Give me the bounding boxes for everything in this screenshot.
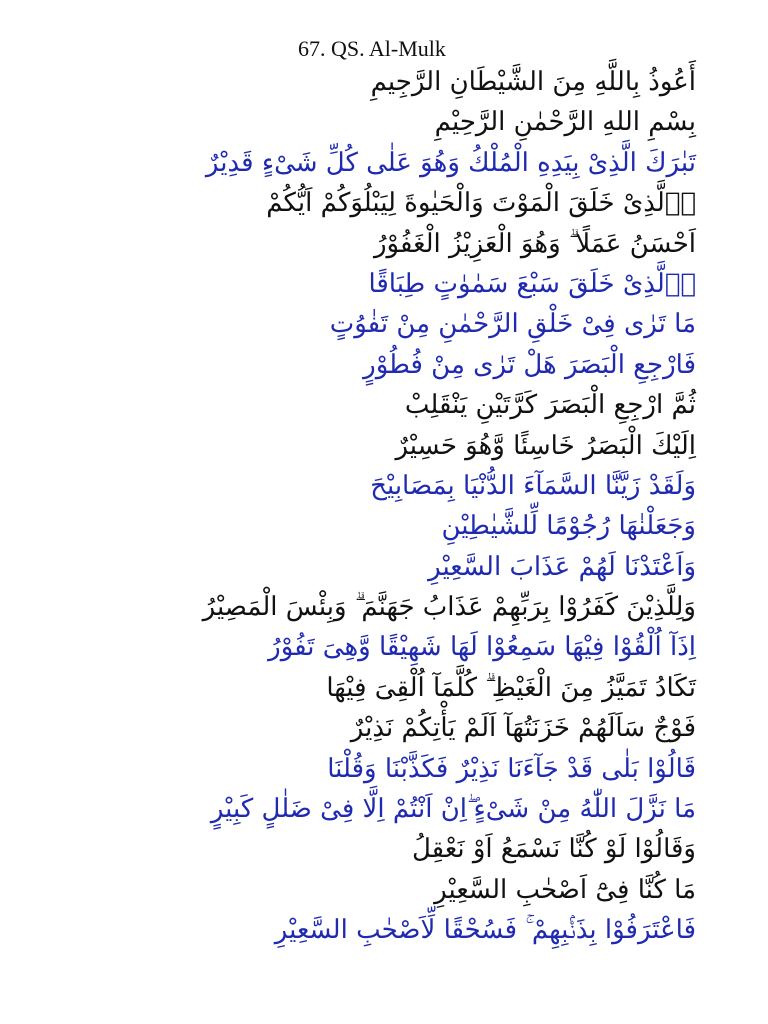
verse-line: وَقَالُوْا لَوْ كُنَّا نَسْمَعُ اَوْ نَعْقِلُ (411, 834, 696, 865)
verse-line: اِلَيْكَ الْبَصَرُ خَاسِئًا وَّهُوَ حَسِيْرٌ (395, 430, 696, 461)
verse-line: وَلِلَّذِيْنَ كَفَرُوْا بِرَبِّهِمْ عَذَابُ جَهَنَّمَ ۗ وَبِئْسَ الْمَصِيْرُ (202, 592, 696, 623)
verse-line: بِسْمِ اللهِ الرَّحْمٰنِ الرَّحِيْمِ (434, 107, 696, 138)
verse-line: فَوْجٌ سَاَلَهُمْ خَزَنَتُهَآ اَلَمْ يَأْتِكُمْ نَذِيْرٌ (350, 713, 696, 744)
verse-line: اَحْسَنُ عَمَلًا ۗ وَهُوَ الْعَزِيْزُ الْغَفُوْرُ (373, 228, 696, 259)
verse-line: وَلَقَدْ زَيَّنَّا السَّمَآءَ الدُّنْيَا بِمَصَابِيْحَ (370, 470, 696, 501)
verse-list (176, 62, 696, 951)
verse-line: وَجَعَلْنٰهَا رُجُوْمًا لِّلشَّيٰطِيْنِ (441, 511, 696, 542)
verse-line: اۨلَّذِىْ خَلَقَ الْمَوْتَ وَالْحَيٰوةَ لِيَبْلُوَكُمْ اَيُّكُمْ (266, 188, 696, 219)
verse-line: ثُمَّ ارْجِعِ الْبَصَرَ كَرَّتَيْنِ يَنْقَلِبْ (404, 390, 696, 421)
verse-line: مَا تَرٰى فِىْ خَلْقِ الرَّحْمٰنِ مِنْ تَفٰوُتٍ (329, 309, 696, 340)
verse-line: أَعُوذُ بِاللَّهِ مِنَ الشَّيْطَانِ الرَّجِيمِ (370, 67, 696, 97)
verse-line: تَكَادُ تَمَيَّزُ مِنَ الْغَيْظِ ۗ كُلَّمَآ اُلْقِىَ فِيْهَا (326, 672, 696, 703)
page-title: 67. QS. Al-Mulk (298, 36, 446, 61)
verse-line: مَا كُنَّا فِىْٓ اَصْحٰبِ السَّعِيْرِ (434, 874, 696, 905)
verse-line: تَبٰرَكَ الَّذِىْ بِيَدِهِ الْمُلْكُ وَهُوَ عَلٰى كُلِّ شَىْءٍ قَدِيْرٌ (205, 147, 696, 178)
verse-line: مَا نَزَّلَ اللّٰهُ مِنْ شَىْءٍ ۖاِنْ اَنْتُمْ اِلَّا فِىْ ضَلٰلٍ كَبِيْرٍ (210, 794, 696, 825)
verse-line: اِذَآ اُلْقُوْا فِيْهَا سَمِعُوْا لَهَا شَهِيْقًا وَّهِىَ تَفُوْرُ (268, 632, 696, 663)
verse-line: اۨلَّذِىْ خَلَقَ سَبْعَ سَمٰوٰتٍ طِبَاقًا (368, 268, 696, 299)
verse-line: فَارْجِعِ الْبَصَرَ هَلْ تَرٰى مِنْ فُطُوْرٍ (363, 349, 696, 380)
verse-line: فَاعْتَرَفُوْا بِذَنْۢبِهِمْ ۚ فَسُحْقًا لِّاَصْحٰبِ السَّعِيْرِ (274, 915, 696, 946)
verse-line: قَالُوْا بَلٰى قَدْ جَآءَنَا نَذِيْرٌ فَكَذَّبْنَا وَقُلْنَا (327, 753, 696, 784)
verse-line: وَاَعْتَدْنَا لَهُمْ عَذَابَ السَّعِيْرِ (428, 551, 696, 582)
